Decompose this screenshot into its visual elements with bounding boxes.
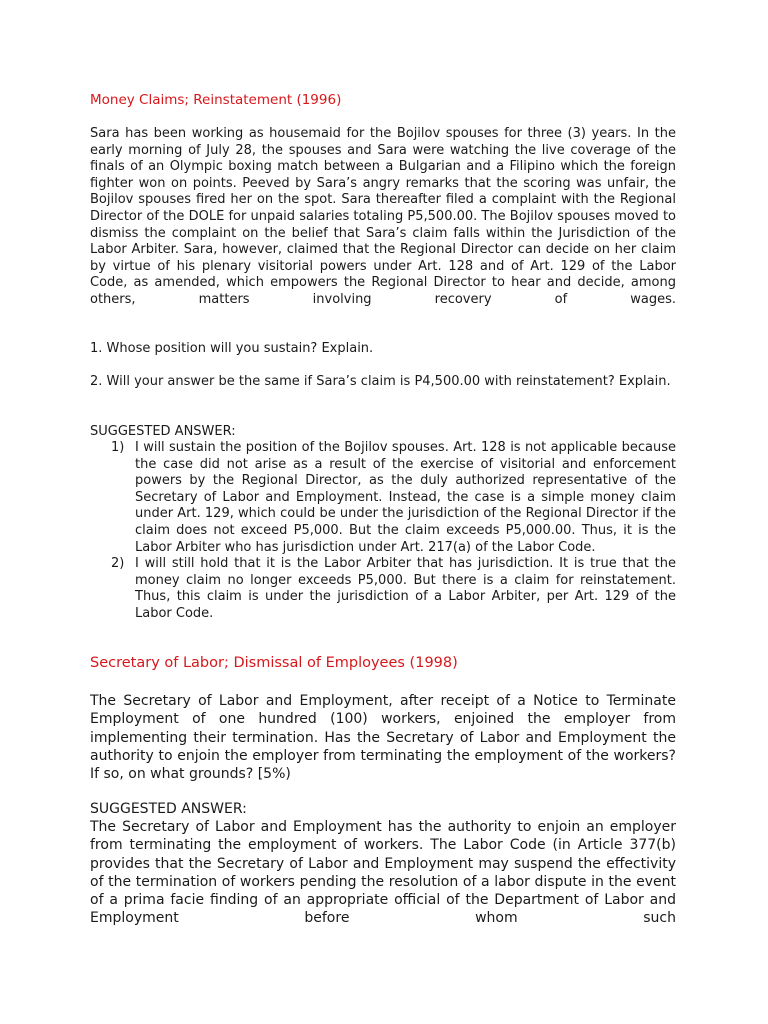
answer-item xyxy=(90,556,676,622)
answer-item xyxy=(90,440,676,556)
answer-text: I will sustain the position of the Bojilov spouses. Art. 128 is not applicable because the case did not arise as a result of the exercise of visitorial and enforcement powers by the Regional Director, as the duly authorized representative of the Secretary of Labor and Employment. Instead, the case is a simple money claim under Art. 129, which could be under the jurisdiction of the Regional Director if the claim does not exceed P5,000. But the claim exceeds P5,000.00. Thus, it is the Labor Arbiter who has jurisdiction under Art. 217(a) of the Labor Code. xyxy=(135,440,676,555)
answer-paragraph: The Secretary of Labor and Employment has the authority to enjoin an employer from terminating the employment of workers. The Labor Code (in Article 377(b) provides that the Secretary of Labor and Employment may suspend the effectivity of the termination of workers pending the resolution of a labor dispute in the event of a prima facie finding of an appropriate official of the Department of Labor and Employment before whom such xyxy=(90,819,676,927)
facts-paragraph: Sara has been working as housemaid for the Bojilov spouses for three (3) years. In the early morning of July 28, the spouses and Sara were watching the live coverage of the finals of an Olympic boxing match between a Bulgarian and a Filipino which the foreign fighter won on points. Peeved by Sara’s angry remarks that the scoring was unfair, the Bojilov spouses fired her on the spot. Sara thereafter filed a complaint with the Regional Director of the DOLE for unpaid salaries totaling P5,500.00. The Bojilov spouses moved to dismiss the complaint on the belief that Sara’s claim falls within the Jurisdiction of the Labor Arbiter. Sara, however, claimed that the Regional Director can decide on her claim by virtue of his plenary visitorial powers under Art. 128 and of Art. 129 of the Labor Code, as amended, which empowers the Regional Director to hear and decide, among others, matters involving recovery of wages. xyxy=(90,126,676,307)
section-title-money-claims: Money Claims; Reinstatement (1996) xyxy=(90,92,342,108)
question-2: 2. Will your answer be the same if Sara’s claim is P4,500.00 with reinstatement? Explain. xyxy=(90,374,671,389)
question-paragraph: The Secretary of Labor and Employment, after receipt of a Notice to Terminate Employment of one hundred (100) workers, enjoined the employer from implementing their termination. Has the Secretary of Labor and Employment the authority to enjoin the employer from terminating the employment of the workers? If so, on what grounds? [5%) xyxy=(90,693,676,783)
section-title-secretary-of-labor: Secretary of Labor; Dismissal of Employees (1998) xyxy=(90,655,458,671)
question-1: 1. Whose position will you sustain? Explain. xyxy=(90,341,374,356)
answer-text: I will still hold that it is the Labor Arbiter that has jurisdiction. It is true that the money claim no longer exceeds P5,000. But there is a claim for reinstatement. Thus, this claim is under the jurisdiction of a Labor Arbiter, per Art. 129 of the Labor Code. xyxy=(135,556,676,621)
answer-number: 1) xyxy=(111,440,125,455)
suggested-answer-label-2: SUGGESTED ANSWER: xyxy=(90,801,247,817)
answer-number: 2) xyxy=(111,556,125,572)
suggested-answer-label-1: SUGGESTED ANSWER: xyxy=(90,424,236,439)
answer-list xyxy=(90,440,676,623)
